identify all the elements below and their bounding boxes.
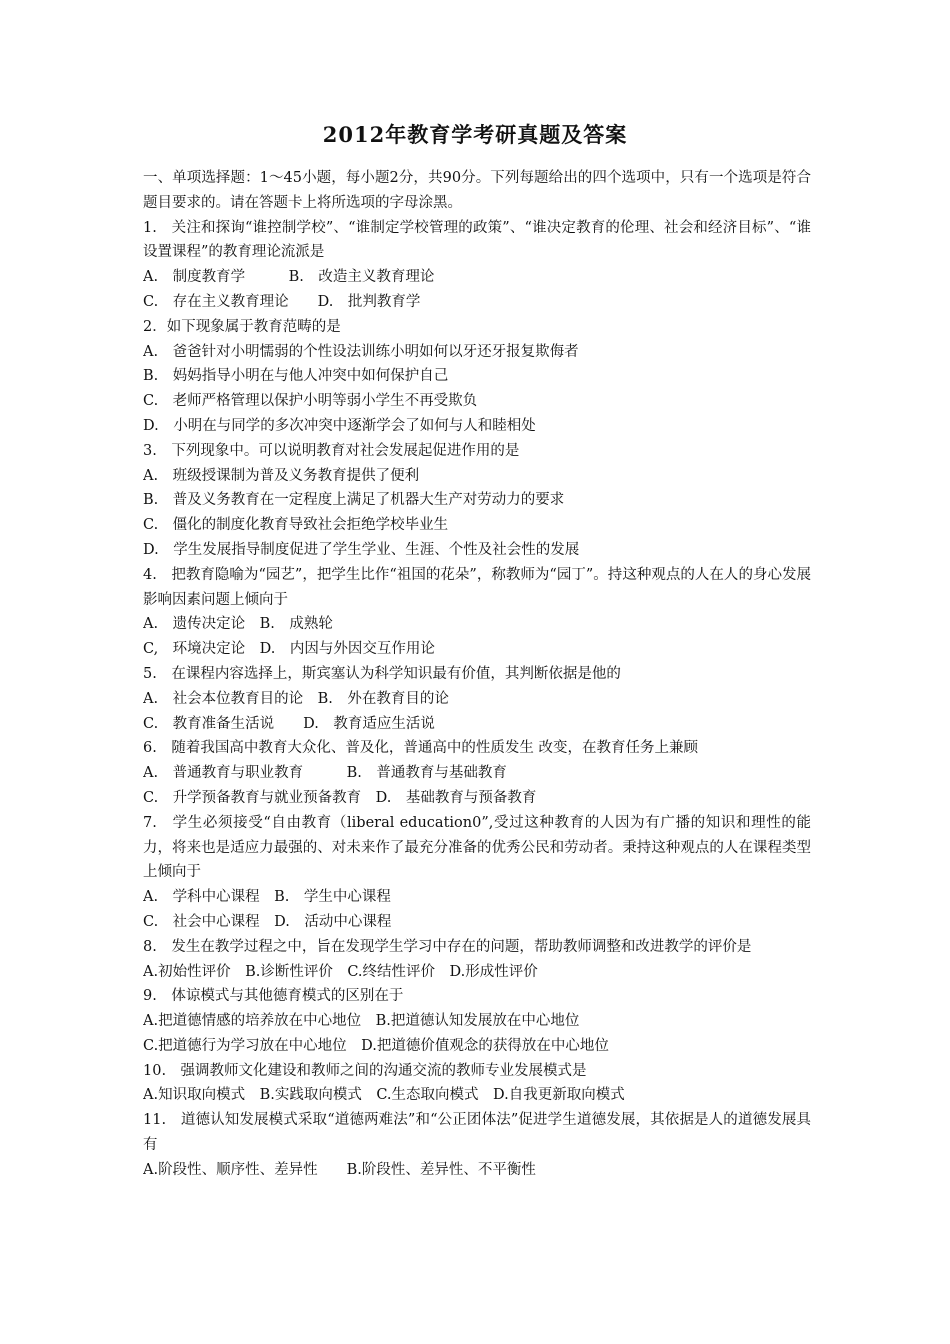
question-stem: 3. 下列现象中。可以说明教育对社会发展起促进作用的是 — [143, 442, 520, 459]
option-line: A. 学科中心课程 B. 学生中心课程 — [143, 889, 391, 906]
option-line: C. 存在主义教育理论 D. 批判教育学 — [143, 293, 421, 310]
option-line: A. 爸爸针对小明懦弱的个性设法训练小明如何以牙还牙报复欺侮者 — [143, 343, 579, 360]
question-stem: 8. 发生在教学过程之中，旨在发现学生学习中存在的问题，帮助教师调整和改进教学的评价是 — [143, 938, 752, 955]
question-3 — [143, 439, 811, 563]
question-stem: 6. 随着我国高中教育大众化、普及化，普通高中的性质发生 改变，在教育任务上兼顾 — [143, 740, 698, 757]
question-2 — [143, 315, 811, 439]
question-9 — [143, 984, 811, 1058]
option-line: B. 普及义务教育在一定程度上满足了机器大生产对劳动力的要求 — [143, 492, 565, 509]
question-stem: 1. 关注和探询“谁控制学校”、“谁制定学校管理的政策”、“谁决定教育的伦理、社会和经济目标”、“谁设置课程”的教育理论流派是 — [143, 219, 811, 261]
question-stem: 9. 体谅模式与其他德育模式的区别在于 — [143, 988, 404, 1005]
option-line: C. 老师严格管理以保护小明等弱小学生不再受欺负 — [143, 393, 478, 410]
question-stem: 7. 学生必须接受“自由教育（liberal education0”,受过这种教育的人因为有广播的知识和理性的能力，将来也是适应力最强的、对未来作了最充分准备的优秀公民和劳动者。秉持这种观点的人在课程类型上倾向于 — [143, 814, 811, 881]
option-line: A.把道德情感的培养放在中心地位 B.把道德认知发展放在中心地位 — [143, 1013, 580, 1030]
question-8 — [143, 935, 811, 985]
option-line: A.知识取向模式 B.实践取向模式 C.生态取向模式 D.自我更新取向模式 — [143, 1087, 625, 1104]
question-10 — [143, 1059, 811, 1109]
option-line: A. 班级授课制为普及义务教育提供了便利 — [143, 467, 420, 484]
question-4 — [143, 563, 811, 662]
document-title: 2012年教育学考研真题及答案 — [322, 122, 628, 147]
option-line: C. 教育准备生活说 D. 教育适应生活说 — [143, 715, 435, 732]
option-line: A. 制度教育学 B. 改造主义教育理论 — [143, 269, 435, 286]
option-line: A.阶段性、顺序性、差异性 B.阶段性、差异性、不平衡性 — [143, 1161, 536, 1178]
option-line: C, 环境决定论 D. 内因与外因交互作用论 — [143, 641, 435, 658]
question-6 — [143, 736, 811, 810]
option-line: D. 学生发展指导制度促进了学生学业、生涯、个性及社会性的发展 — [143, 541, 580, 558]
document-body — [143, 166, 811, 1183]
question-stem: 10. 强调教师文化建设和教师之间的沟通交流的教师专业发展模式是 — [143, 1062, 587, 1079]
option-line: C. 僵化的制度化教育导致社会拒绝学校毕业生 — [143, 517, 449, 534]
question-stem: 4. 把教育隐喻为“园艺”，把学生比作“祖国的花朵”，称教师为“园丁”。持这种观点的人在人的身心发展影响因素问题上倾向于 — [143, 566, 811, 608]
question-stem: 2．如下现象属于教育范畴的是 — [143, 318, 341, 335]
option-line: A. 普通教育与职业教育 B. 普通教育与基础教育 — [143, 765, 507, 782]
option-line: C.把道德行为学习放在中心地位 D.把道德价值观念的获得放在中心地位 — [143, 1037, 609, 1054]
question-stem: 5. 在课程内容选择上，斯宾塞认为科学知识最有价值，其判断依据是他的 — [143, 665, 621, 682]
section-instructions: 一、单项选择题：1～45小题，每小题2分，共90分。下列每题给出的四个选项中，只有一个选项是符合题目要求的。请在答题卡上将所选项的字母涂黑。 — [143, 170, 811, 211]
option-line: A. 社会本位教育目的论 B. 外在教育目的论 — [143, 690, 449, 707]
question-1 — [143, 216, 811, 315]
question-stem: 11. 道德认知发展模式采取“道德两难法”和“公正团体法”促进学生道德发展，其依据是人的道德发展具有 — [143, 1112, 811, 1154]
option-line: C. 升学预备教育与就业预备教育 D. 基础教育与预备教育 — [143, 789, 537, 806]
question-5 — [143, 662, 811, 736]
option-line: C. 社会中心课程 D. 活动中心课程 — [143, 913, 392, 930]
option-line: B. 妈妈指导小明在与他人冲突中如何保护自己 — [143, 368, 449, 385]
question-11 — [143, 1108, 811, 1182]
option-line: A.初始性评价 B.诊断性评价 C.终结性评价 D.形成性评价 — [143, 963, 538, 980]
question-7 — [143, 811, 811, 935]
option-line: A. 遗传决定论 B. 成熟轮 — [143, 616, 333, 633]
option-line: D. 小明在与同学的多次冲突中逐渐学会了如何与人和睦相处 — [143, 417, 536, 434]
